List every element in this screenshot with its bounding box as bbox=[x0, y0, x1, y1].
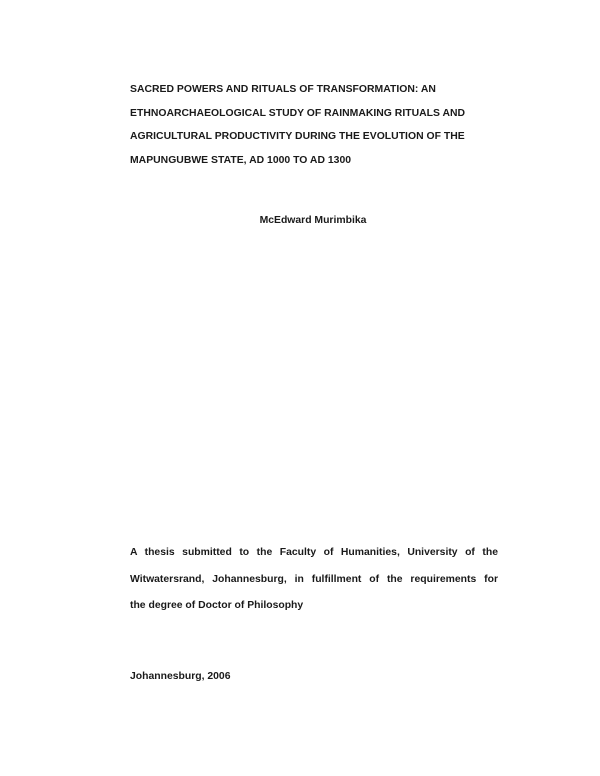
place-and-date: Johannesburg, 2006 bbox=[130, 671, 231, 682]
thesis-statement-line-2: Witwatersrand, Johannesburg, in fulfillment of the requirements for bbox=[130, 573, 498, 585]
title-line-3: AGRICULTURAL PRODUCTIVITY DURING THE EVOLUTION OF THE bbox=[130, 131, 465, 142]
thesis-statement-line-1: A thesis submitted to the Faculty of Humanities, University of the bbox=[130, 547, 498, 558]
author-name: McEdward Murimbika bbox=[259, 215, 367, 226]
thesis-title bbox=[130, 78, 500, 172]
title-line-4: MAPUNGUBWE STATE, AD 1000 TO AD 1300 bbox=[130, 154, 352, 166]
title-line-2: ETHNOARCHAEOLOGICAL STUDY OF RAINMAKING RITUALS AND bbox=[130, 107, 466, 119]
title-line-1: SACRED POWERS AND RITUALS OF TRANSFORMATION: AN bbox=[130, 84, 436, 95]
thesis-statement-line-3: the degree of Doctor of Philosophy bbox=[130, 600, 304, 611]
thesis-statement bbox=[130, 540, 498, 620]
